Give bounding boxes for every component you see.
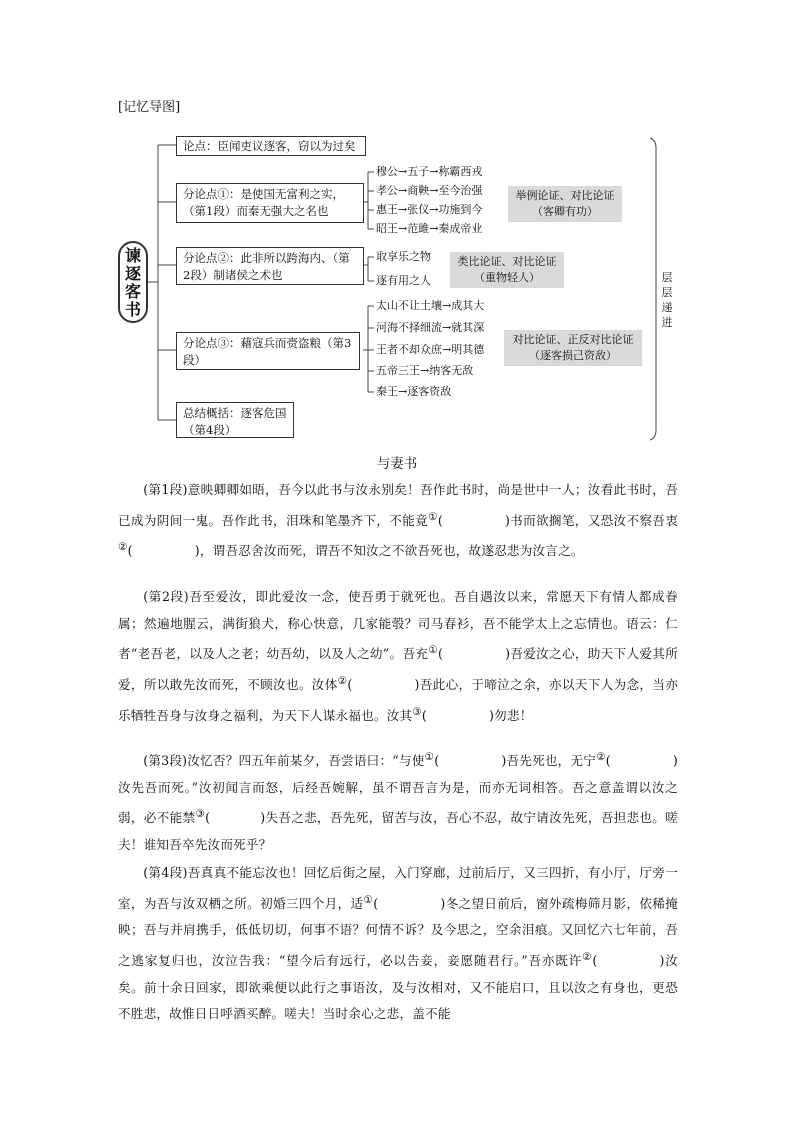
sub3-item-1: 太山不让土壤→成其大	[376, 299, 485, 312]
sub3-item-5: 秦王→逐客资敌	[376, 385, 452, 398]
sub3-method-box: 对比论证、正反对比论证（逐客损己资敌）	[504, 330, 642, 366]
paragraph-2: (第2段)吾至爱汝，即此爱汝一念，使吾勇于就死也。吾自遇汝以来，常愿天下有情人都成眷属；然遍地腥云，满街狼犬，称心快意，几家能彀？司马春衫，吾不能学太上之忘情也。语云：仁者“老吾老，以及人之老；幼吾幼，以及人之幼”。吾充①( )吾爱汝之心，助天下人爱其所爱，所以敢先汝而死，不顾汝也。汝体②( )吾此心，于啼泣之余，亦以天下人为念，当亦乐牺牲吾身与汝身之福利，为天下人谋永福也。汝其③( )勿悲！	[118, 589, 678, 723]
sub2-method-box: 类比论证、对比论证（重物轻人）	[450, 252, 564, 288]
thesis-box: 论点：臣闻吏议逐客，窃以为过矣	[176, 136, 366, 156]
sub3-item-2: 河海不择细流→就其深	[376, 321, 485, 334]
section-heading: [记忆导图]	[118, 100, 181, 115]
paragraph-3: (第3段)汝忆否？四五年前某夕，吾尝语曰：“与使①( )吾先死也，无宁②( )汝先吾而死。”汝初闻言而怒，后经吾婉解，虽不谓吾言为是，而亦无词相答。吾之意盖谓以汝之弱，必不能禁③( )失吾之悲，吾先死，留苦与汝，吾心不忍，故宁请汝先死，吾担悲也。嗟夫！谁知吾卒先汝而死乎？	[118, 751, 679, 853]
sub1-item-1: 穆公→五子→称霸西戎	[376, 165, 483, 178]
sub2-item-1: 取享乐之物	[376, 250, 431, 263]
sub-point-2-box: 分论点②：此非所以跨海内、（第2段）制诸侯之术也	[176, 247, 364, 285]
sub1-item-3: 惠王→张仪→功施到今	[376, 203, 483, 216]
sub-point-3-box: 分论点③：藉寇兵而赍盗粮（第3段）	[176, 332, 360, 370]
side-label: 层层递进	[661, 271, 673, 329]
sub1-item-2: 孝公→商鞅→至今治强	[376, 184, 483, 197]
mindmap-root: 谏逐客书	[118, 241, 148, 323]
sub2-item-2: 逐有用之人	[376, 274, 431, 287]
paragraph-1: (第1段)意映卿卿如晤，吾今以此书与汝永别矣！吾作此书时，尚是世中一人；汝看此书时，吾已成为阴间一鬼。吾作此书，泪珠和笔墨齐下，不能竟①( )书而欲搁笔，又恐汝不察吾衷②( )，谓吾忍舍汝而死，谓吾不知汝之不欲吾死也，故遂忍悲为汝言之。	[118, 482, 678, 559]
summary-box: 总结概括：逐客危国（第4段）	[176, 402, 294, 438]
sub1-method-box: 举例论证、对比论证（客卿有功）	[508, 186, 622, 222]
sub3-item-4: 五帝三王→纳客无敌	[376, 364, 474, 377]
sub3-item-3: 王者不却众庶→明其德	[376, 343, 485, 356]
sub-point-1-box: 分论点①：是使国无富利之实，（第1段）而秦无强大之名也	[176, 183, 364, 223]
sub1-item-4: 昭王→范雎→秦成帝业	[376, 222, 483, 235]
text-title: 与妻书	[376, 456, 418, 472]
paragraph-4: (第4段)吾真真不能忘汝也！回忆后街之屋，入门穿廊，过前后厅，又三四折，有小厅，厅旁一室，为吾与汝双栖之所。初婚三四个月，适①( )冬之望日前后，窗外疏梅筛月影，依稀掩映；吾与并肩携手，低低切切，何事不语？何情不诉？及今思之，空余泪痕。又回忆六七年前，吾之逃家复归也，汝泣告我：“望今后有远行，必以告妾，妾愿随君行。”吾亦既许②( )汝矣。前十余日回家，即欲乘便以此行之事语汝，及与汝相对，又不能启口，且以汝之有身也，更恐不胜悲，故惟日日呼酒买醉。嗟夫！当时余心之悲，盖不能	[118, 865, 678, 1022]
